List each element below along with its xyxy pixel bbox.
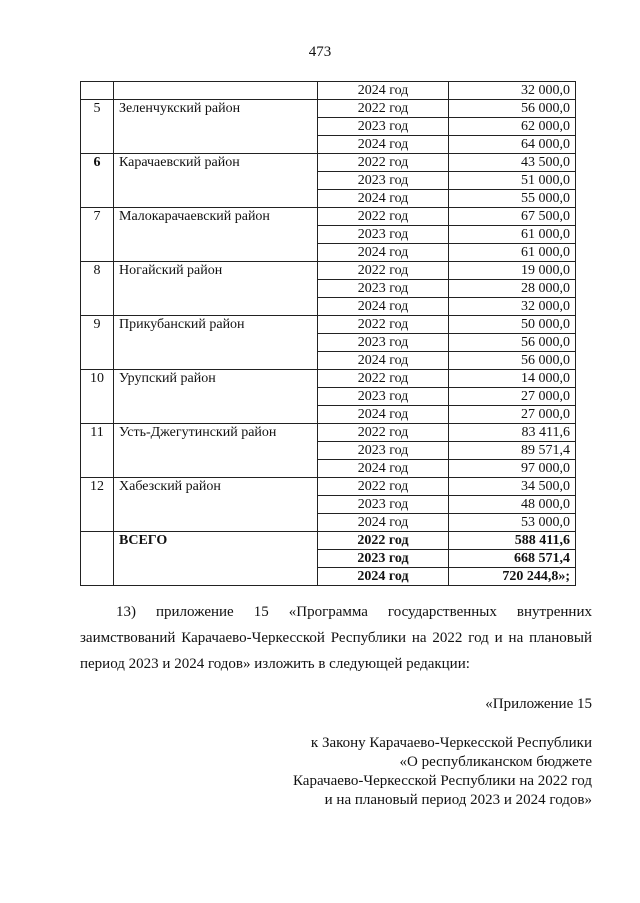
row-number: 9 <box>81 316 114 370</box>
amount-cell: 62 000,0 <box>449 118 576 136</box>
amount-cell: 32 000,0 <box>449 82 576 100</box>
row-number: 12 <box>81 478 114 532</box>
page-number: 473 <box>308 44 332 60</box>
district-name: Малокарачаевский район <box>114 208 318 262</box>
row-number: 11 <box>81 424 114 478</box>
district-name: Ногайский район <box>114 262 318 316</box>
year-cell: 2022 год <box>318 262 449 280</box>
year-cell: 2024 год <box>318 406 449 424</box>
amount-cell: 588 411,6 <box>449 532 576 550</box>
amount-cell: 28 000,0 <box>449 280 576 298</box>
row-number: 7 <box>81 208 114 262</box>
appendix-ref-line: и на плановый период 2023 и 2024 годов» <box>324 792 592 808</box>
district-name: Усть-Джегутинский район <box>114 424 318 478</box>
row-number: 6 <box>81 154 114 208</box>
row-number <box>81 532 114 586</box>
year-cell: 2024 год <box>318 352 449 370</box>
appendix-ref-line: «О республиканском бюджете <box>399 754 592 770</box>
year-cell: 2024 год <box>318 298 449 316</box>
year-cell: 2024 год <box>318 460 449 478</box>
table-row <box>81 262 576 280</box>
appendix-title: «Приложение 15 <box>485 696 592 712</box>
year-cell: 2022 год <box>318 370 449 388</box>
amount-cell: 89 571,4 <box>449 442 576 460</box>
amount-cell: 14 000,0 <box>449 370 576 388</box>
amount-cell: 97 000,0 <box>449 460 576 478</box>
year-cell: 2022 год <box>318 478 449 496</box>
year-cell: 2024 год <box>318 514 449 532</box>
year-cell: 2023 год <box>318 172 449 190</box>
table-row <box>81 532 576 550</box>
table-row <box>81 370 576 388</box>
amount-cell: 53 000,0 <box>449 514 576 532</box>
table-row <box>81 424 576 442</box>
year-cell: 2023 год <box>318 388 449 406</box>
year-cell: 2022 год <box>318 316 449 334</box>
amount-cell: 61 000,0 <box>449 244 576 262</box>
amount-cell: 67 500,0 <box>449 208 576 226</box>
year-cell: 2024 год <box>318 568 449 586</box>
district-name: Карачаевский район <box>114 154 318 208</box>
district-name <box>114 82 318 100</box>
year-cell: 2023 год <box>318 496 449 514</box>
year-cell: 2022 год <box>318 208 449 226</box>
year-cell: 2022 год <box>318 424 449 442</box>
year-cell: 2024 год <box>318 190 449 208</box>
amount-cell: 55 000,0 <box>449 190 576 208</box>
year-cell: 2022 год <box>318 100 449 118</box>
year-cell: 2023 год <box>318 280 449 298</box>
table-row <box>81 82 576 100</box>
district-name: Зеленчукский район <box>114 100 318 154</box>
row-number: 10 <box>81 370 114 424</box>
appendix-ref-line: Карачаево-Черкесской Республики на 2022 год <box>293 773 592 789</box>
amount-cell: 32 000,0 <box>449 298 576 316</box>
year-cell: 2023 год <box>318 442 449 460</box>
amount-cell: 19 000,0 <box>449 262 576 280</box>
amount-cell: 64 000,0 <box>449 136 576 154</box>
row-number: 8 <box>81 262 114 316</box>
table-row <box>81 208 576 226</box>
paragraph-13: 13) приложение 15 «Программа государственных внутренних заимствований Карачаево-Черкесской Республики на 2022 год и на плановый период 2023 и 2024 годов» изложить в следующей редакции: <box>80 604 592 672</box>
table-row <box>81 316 576 334</box>
amount-cell: 51 000,0 <box>449 172 576 190</box>
amount-cell: 56 000,0 <box>449 100 576 118</box>
amount-cell: 48 000,0 <box>449 496 576 514</box>
table-body <box>81 82 576 586</box>
amount-cell: 720 244,8»; <box>449 568 576 586</box>
table-row <box>81 100 576 118</box>
appendix-ref-line: к Закону Карачаево-Черкесской Республики <box>310 735 592 751</box>
district-name: Хабезский район <box>114 478 318 532</box>
appendix-reference <box>293 734 592 810</box>
district-name: Урупский район <box>114 370 318 424</box>
year-cell: 2024 год <box>318 82 449 100</box>
year-cell: 2023 год <box>318 334 449 352</box>
year-cell: 2024 год <box>318 244 449 262</box>
district-name: ВСЕГО <box>114 532 318 586</box>
year-cell: 2022 год <box>318 532 449 550</box>
year-cell: 2023 год <box>318 550 449 568</box>
amount-cell: 61 000,0 <box>449 226 576 244</box>
amount-cell: 668 571,4 <box>449 550 576 568</box>
amount-cell: 27 000,0 <box>449 388 576 406</box>
district-name: Прикубанский район <box>114 316 318 370</box>
district-budget-table <box>80 81 576 586</box>
year-cell: 2024 год <box>318 136 449 154</box>
amount-cell: 50 000,0 <box>449 316 576 334</box>
year-cell: 2022 год <box>318 154 449 172</box>
amount-cell: 27 000,0 <box>449 406 576 424</box>
row-number <box>81 82 114 100</box>
amount-cell: 43 500,0 <box>449 154 576 172</box>
table-row <box>81 154 576 172</box>
amount-cell: 56 000,0 <box>449 352 576 370</box>
year-cell: 2023 год <box>318 226 449 244</box>
row-number: 5 <box>81 100 114 154</box>
amount-cell: 34 500,0 <box>449 478 576 496</box>
table-row <box>81 478 576 496</box>
amount-cell: 83 411,6 <box>449 424 576 442</box>
amount-cell: 56 000,0 <box>449 334 576 352</box>
year-cell: 2023 год <box>318 118 449 136</box>
